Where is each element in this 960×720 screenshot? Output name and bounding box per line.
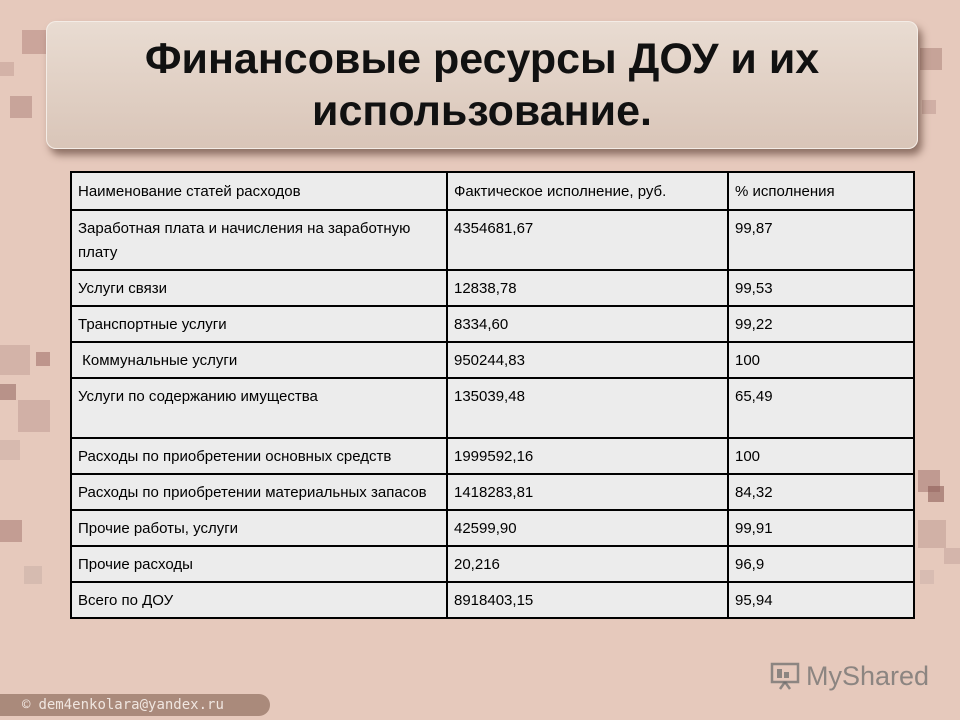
cell-amount: 20,216	[447, 546, 728, 582]
table-row	[71, 306, 914, 342]
table-row	[71, 438, 914, 474]
cell-amount: 42599,90	[447, 510, 728, 546]
presentation-icon	[770, 661, 800, 691]
table-row	[71, 210, 914, 270]
cell-percent: 99,22	[728, 306, 914, 342]
cell-percent: 99,53	[728, 270, 914, 306]
copyright-icon: ©	[22, 697, 31, 713]
cell-percent: 65,49	[728, 378, 914, 438]
cell-amount: 12838,78	[447, 270, 728, 306]
title-banner	[46, 21, 918, 149]
cell-item: Расходы по приобретении основных средств	[71, 438, 447, 474]
cell-percent: 95,94	[728, 582, 914, 618]
cell-percent: 100	[728, 438, 914, 474]
cell-item: Транспортные услуги	[71, 306, 447, 342]
cell-item: Расходы по приобретении материальных запасов	[71, 474, 447, 510]
table-row	[71, 546, 914, 582]
footer-credit	[0, 694, 270, 716]
cell-percent: 96,9	[728, 546, 914, 582]
watermark-text: MyShared	[806, 660, 930, 691]
table-row	[71, 378, 914, 438]
cell-percent: 99,87	[728, 210, 914, 270]
table-row-total	[71, 582, 914, 618]
cell-item: Услуги связи	[71, 270, 447, 306]
cell-amount: 1999592,16	[447, 438, 728, 474]
cell-amount: 1418283,81	[447, 474, 728, 510]
author-email: dem4enkolara@yandex.ru	[38, 697, 224, 713]
cell-percent: 84,32	[728, 474, 914, 510]
cell-percent: 99,91	[728, 510, 914, 546]
header-actual-execution: Фактическое исполнение, руб.	[447, 172, 728, 210]
header-expense-item: Наименование статей расходов	[71, 172, 447, 210]
cell-item: Всего по ДОУ	[71, 582, 447, 618]
cell-amount: 950244,83	[447, 342, 728, 378]
table-header-row	[71, 172, 914, 210]
table-row	[71, 270, 914, 306]
cell-amount: 8918403,15	[447, 582, 728, 618]
watermark	[770, 658, 929, 694]
slide-title: Финансовые ресурсы ДОУ и их использование.	[144, 35, 820, 135]
cell-item: Заработная плата и начисления на заработную плату	[71, 210, 447, 270]
table-row	[71, 342, 914, 378]
header-percent-execution: % исполнения	[728, 172, 914, 210]
cell-percent: 100	[728, 342, 914, 378]
cell-item: Коммунальные услуги	[71, 342, 447, 378]
cell-amount: 135039,48	[447, 378, 728, 438]
table-row	[71, 510, 914, 546]
table-row	[71, 474, 914, 510]
expense-table	[70, 171, 915, 619]
cell-item: Услуги по содержанию имущества	[71, 378, 447, 438]
cell-amount: 8334,60	[447, 306, 728, 342]
cell-item: Прочие работы, услуги	[71, 510, 447, 546]
cell-item: Прочие расходы	[71, 546, 447, 582]
cell-amount: 4354681,67	[447, 210, 728, 270]
